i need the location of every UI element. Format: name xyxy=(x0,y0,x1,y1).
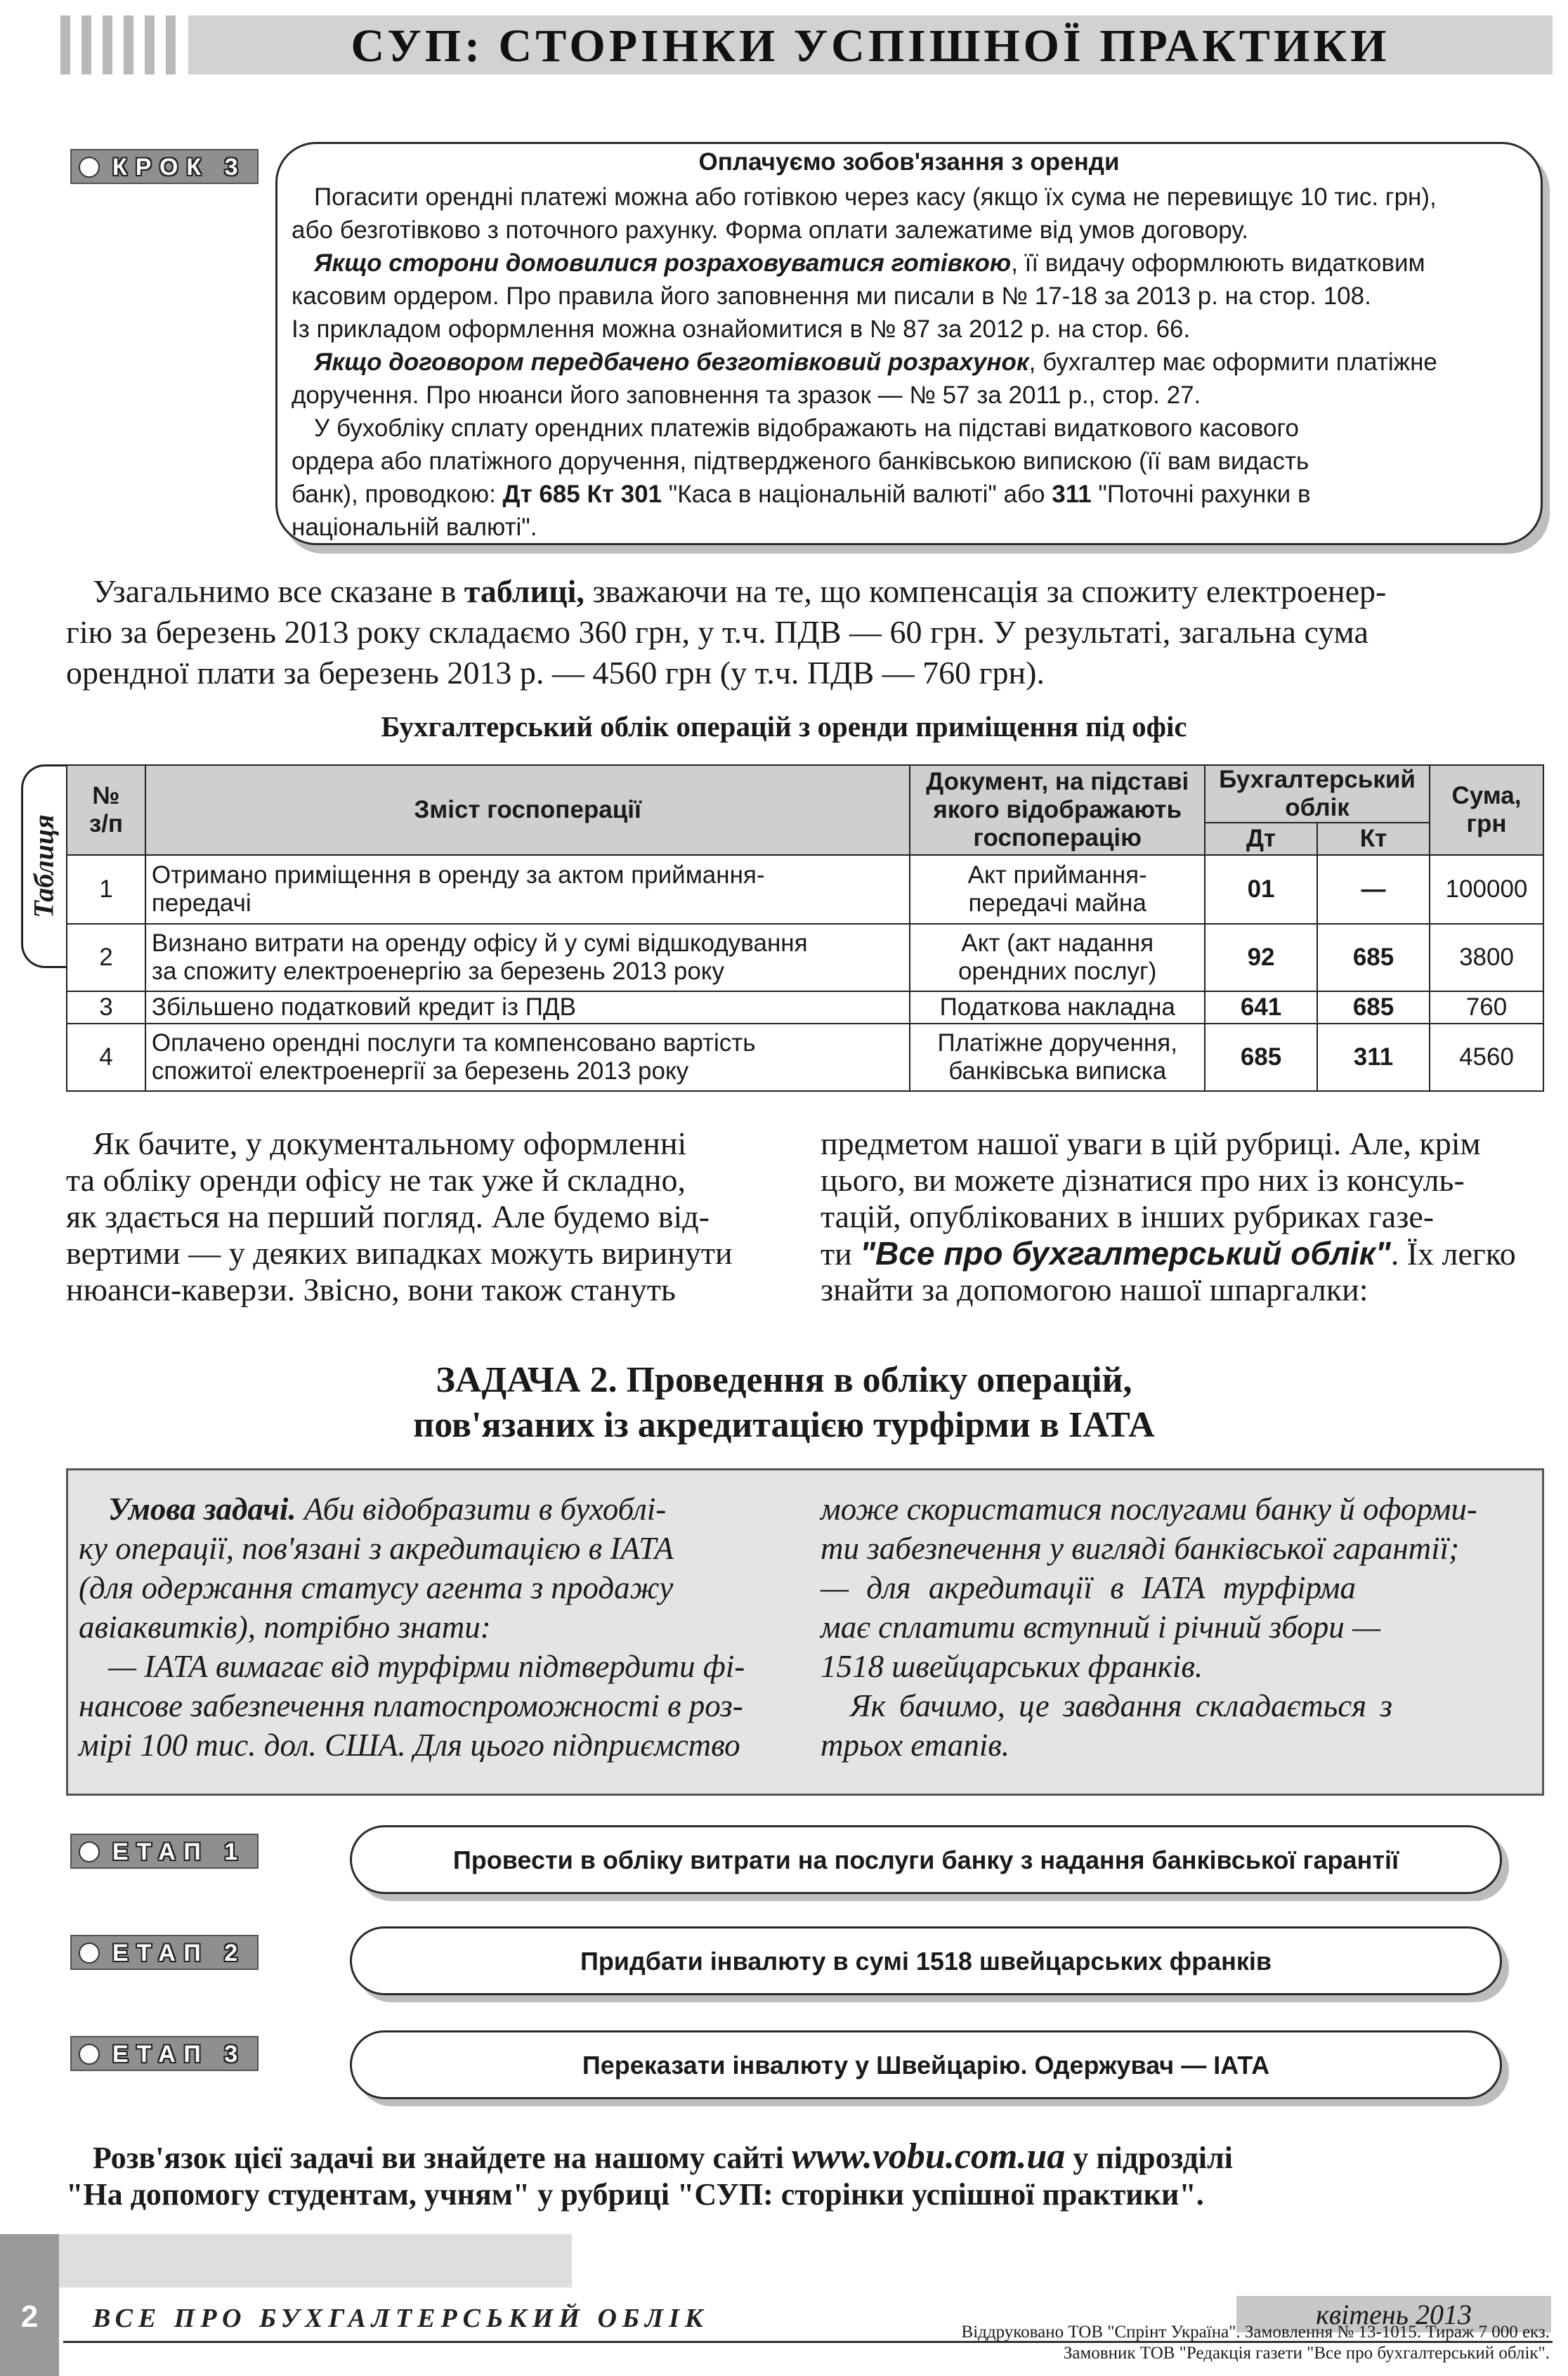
etap1-box: Провести в обліку витрати на послуги банку з надання банківської гарантії xyxy=(350,1825,1502,1894)
step3-label: КРОК 3 xyxy=(70,149,259,184)
step3-box xyxy=(275,142,1543,545)
table-caption: Бухгалтерський облік операцій з оренди приміщення під офіс xyxy=(381,710,1187,743)
table-row: 2 Визнано витрати на оренду офісу й у сумі відшкодування за спожиту електроенергію за березень 2013 року Акт (акт надання орендних послуг) 92 685 3800 xyxy=(67,924,1543,991)
task2-title-line-1: ЗАДАЧА 2. Проведення в обліку операцій, xyxy=(436,1360,1132,1400)
bullet-circle-icon xyxy=(79,157,100,178)
header-stripes xyxy=(60,15,185,74)
page-number: 2 xyxy=(20,2299,39,2334)
step3-body: Погасити орендні платежі можна або готівкою через касу (якщо їх сума не перевищує 10 тис. грн), або безготівково з поточного рахунку. Форма оплати залежатиме від умов договору. Якщо сторони домовилися розраховуватися готівкою, її видачу оформлюють видатковим касовим ордером. Про правила його заповнення ми писали в № 17-18 за 2013 р. на стор. 108. Із прикладом оформлення можна ознайомитися в № 87 за 2012 р. на стор. 66. Якщо договором передбачено безготівковий розрахунок, бухгалтер має оформити платіжне доручення. Про нюанси його заповнення та зразок — № 57 за 2011 р., стор. 27. У бухобліку сплату орендних платежів відображають на підставі видаткового касового ордера або платіжного доручення, підтвердженого банківською випискою (її вам видасть банк), проводкою: Дт 685 Кт 301 "Каса в національній валюті" або 311 "Поточні рахунки в національній валюті". xyxy=(292,183,1437,541)
col-header-credit: Кт xyxy=(1317,823,1430,855)
site-link[interactable]: www.vobu.com.ua xyxy=(791,2136,1066,2176)
col-header-debit: Дт xyxy=(1205,823,1317,855)
bullet-circle-icon xyxy=(79,2044,100,2065)
col-header-content: Зміст госпоперації xyxy=(145,765,910,855)
task2-title-line-2: пов'язаних із акредитацією турфірми в ІАТА xyxy=(413,1405,1155,1445)
accounting-table xyxy=(66,764,1544,1092)
etap2-label: ЕТАП 2 xyxy=(70,1935,259,1970)
step3-title: Оплачуємо зобов'язання з оренди xyxy=(698,148,1120,176)
col-header-accounting: Бухгалтерський облік xyxy=(1205,765,1430,823)
col-header-document: Документ, на підставі якого відображають госпоперацію xyxy=(910,765,1205,855)
summary-line-3: орендної плати за березень 2013 р. — 4560 грн (у т.ч. ПДВ — 760 грн). xyxy=(66,655,1045,691)
bullet-circle-icon xyxy=(79,1943,100,1964)
solution-note-line-2: "На допомогу студентам, учням" у рубриці "СУП: сторінки успішної практики". xyxy=(66,2177,1204,2212)
page-title: СУП: СТОРІНКИ УСПІШНОЇ ПРАКТИКИ xyxy=(351,20,1390,72)
etap2-box: Придбати інвалюту в сумі 1518 швейцарських франків xyxy=(350,1926,1502,1995)
table-side-label: Таблиця xyxy=(27,814,60,918)
etap3-box: Переказати інвалюту у Швейцарію. Одержувач — ІАТА xyxy=(350,2030,1502,2099)
table-row: 4 Оплачено орендні послуги та компенсовано вартість спожитої електроенергії за березень 2013 року Платіжне доручення, банківська виписка 685 311 4560 xyxy=(67,1024,1543,1091)
table-row: 3 Збільшено податковий кредит із ПДВ Податкова накладна 641 685 760 xyxy=(67,991,1543,1024)
solution-note-line-1: Розв'язок цієї задачі ви знайдете на нашому сайті www.vobu.com.ua у підрозділі xyxy=(93,2136,1233,2176)
condition-line: Умова задачі. Аби відобразити в бухоблі- xyxy=(108,1491,667,1527)
footer-publication-name: ВСЕ ПРО БУХГАЛТЕРСЬКИЙ ОБЛІК xyxy=(93,2304,709,2333)
etap1-label: ЕТАП 1 xyxy=(70,1834,259,1869)
col-header-sum: Сума, грн xyxy=(1430,765,1543,855)
etap3-label: ЕТАП 3 xyxy=(70,2036,259,2071)
summary-line-1: Узагальнимо все сказане в таблиці, зважаючи на те, що компенсація за спожиту електроенер- xyxy=(93,573,1387,609)
footer-print-info-1: Віддруковано ТОВ "Спрінт Україна". Замовлення № 13-1015. Тираж 7 000 екз. xyxy=(961,2323,1550,2342)
bullet-circle-icon xyxy=(79,1841,100,1862)
footer-print-info-2: Замовник ТОВ "Редакція газети "Все про бухгалтерський облік". xyxy=(1063,2344,1550,2363)
table-row: 1 Отримано приміщення в оренду за актом приймання- передачі Акт приймання- передачі майна 01 — 100000 xyxy=(67,855,1543,924)
col-header-number: № з/п xyxy=(67,765,145,855)
footer-month: квітень 2013 xyxy=(1316,2299,1472,2330)
footer-top-bar xyxy=(59,2234,572,2287)
summary-line-2: гію за березень 2013 року складаємо 360 грн, у т.ч. ПДВ — 60 грн. У результаті, загальна сума xyxy=(66,614,1368,650)
